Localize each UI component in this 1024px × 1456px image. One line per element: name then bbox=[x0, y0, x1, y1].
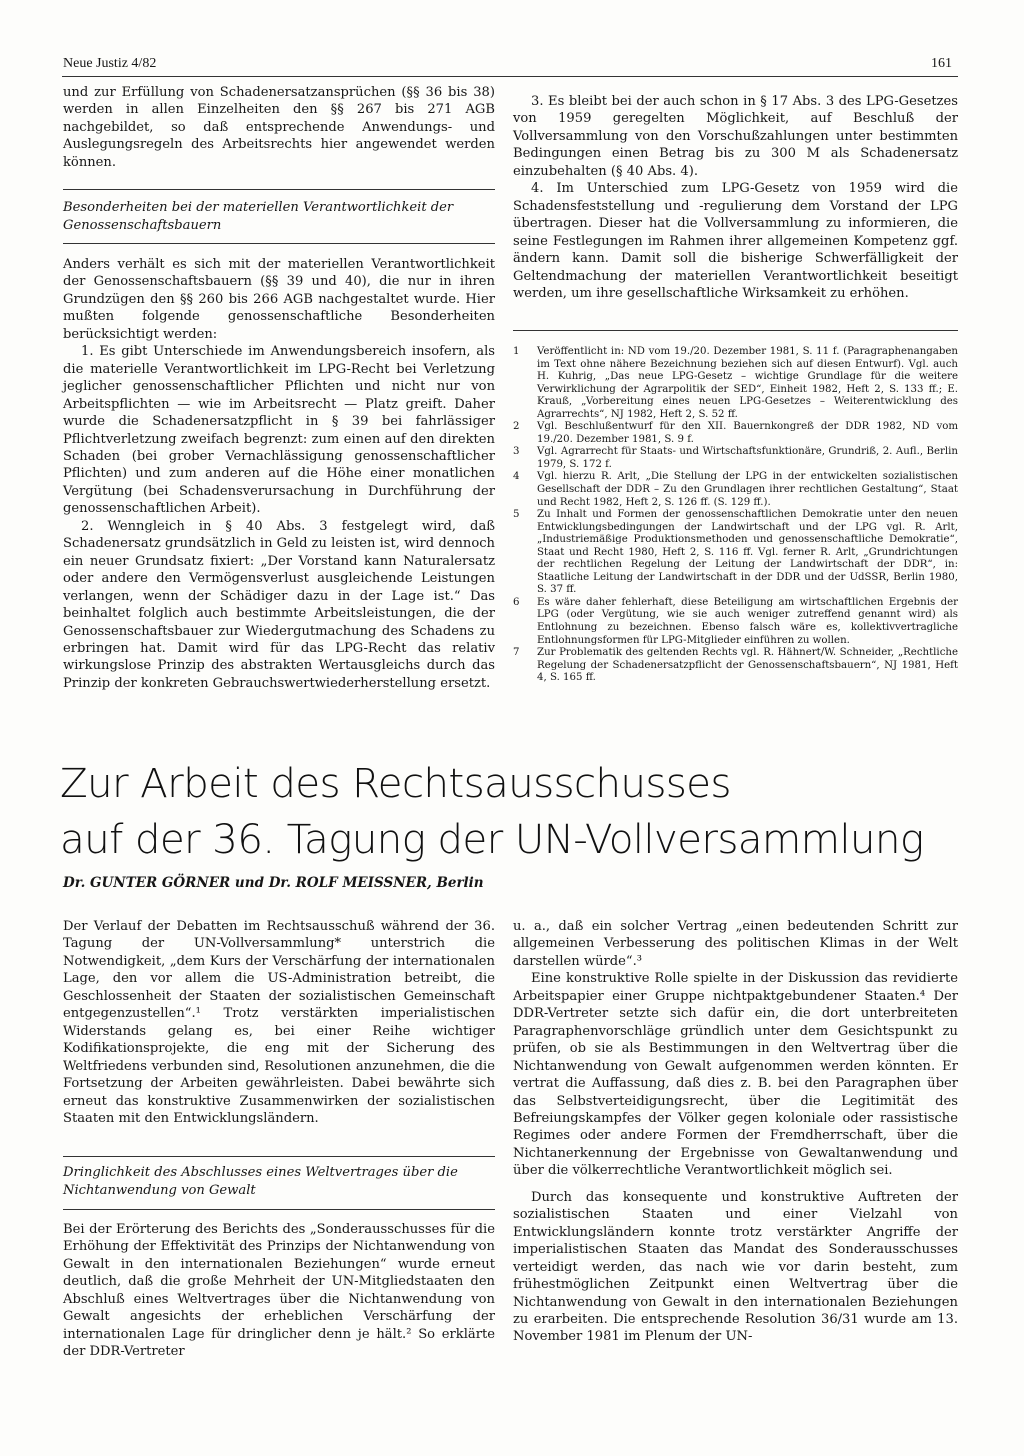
article-title-line-2: auf der 36. Tagung der UN-Vollversammlung bbox=[60, 815, 924, 863]
page-number: 161 bbox=[931, 56, 952, 71]
article-authors: Dr. GUNTER GÖRNER und Dr. ROLF MEISSNER, Berlin bbox=[63, 875, 484, 891]
article-title-line-1: Zur Arbeit des Rechtsausschusses bbox=[60, 759, 731, 807]
paragraph: Durch das konsequente und konstruktive Auftreten der sozialistischen Staaten und einer Vielzahl von Entwicklungsländern konnte trotz verstärkter Angriffe der imperialistischen Staaten das Mandat des Sonderausschusses verteidigt werden, das nach wie vor darin besteht, zum frühestmöglichen Zeitpunkt einen Weltvertrag über die Nichtanwendung von Gewalt in den internationalen Beziehungen zu erarbeiten. Die entsprechende Resolution 36/31 wurde am 13. November 1981 im Plenum der UN- bbox=[513, 1189, 958, 1345]
footnote: 2 Vgl. Beschlußentwurf für den XII. Bauernkongreß der DDR 1982, ND vom 19./20. Dezember 1981, S. 9 f. bbox=[513, 421, 958, 445]
footnote: 6 Es wäre daher fehlerhaft, diese Beteiligung am wirtschaftlichen Ergebnis der LPG (oder Vergütung, wie sie auch weniger zutreffend genannt wird) als Entlohnung zu bezeichnen. Ebenso falsch wäre es, kollektivvertragliche Entlohnungsformen für LPG-Mitglieder einführen zu wollen. bbox=[513, 596, 958, 646]
footnote: 7 Zur Problematik des geltenden Rechts vgl. R. Hähnert/W. Schneider, „Rechtliche Regelung der Schadenersatzpflicht der Genossenschaftsbauern“, NJ 1981, Heft 4, S. 165 ff. bbox=[513, 647, 958, 684]
section-rule bbox=[63, 189, 495, 190]
header-rule bbox=[62, 76, 958, 77]
paragraph: u. a., daß ein solcher Vertrag „einen bedeutenden Schritt zur allgemeinen Verbesserung des politischen Klimas in der Welt darstellen würde“.³ bbox=[513, 919, 958, 969]
section-rule bbox=[63, 243, 495, 244]
paragraph: Bei der Erörterung des Berichts des „Sonderausschusses für die Erhöhung der Effektivität des Prinzips der Nichtanwendung von Gewalt in den internationalen Beziehungen“ wurde erneut deutlich, daß die große Mehrheit der UN-Mitgliedstaaten den Abschluß eines Weltvertrages über die Nichtanwendung von Gewalt angesichts der erheblichen Verschärfung der internationalen Lage für dringlicher denn je hält.² So erklärte der DDR-Vertreter bbox=[63, 1222, 495, 1360]
paragraph: Der Verlauf der Debatten im Rechtsausschuß während der 36. Tagung der UN-Vollversammlung* unterstrich die Notwendigkeit, „dem Kurs der Verschärfung der internationalen Lage, den vor allem die US-Administration betreibt, die Geschlossenheit der Staaten der sozialistischen Gemeinschaft entgegenzustellen“.¹ Trotz verstärkten imperialistischen Widerstands gelang es, bei einer Reihe wichtiger Kodifikationsprojekte, die eng mit der Sicherung des Weltfriedens verbunden sind, Resolutionen anzunehmen, die die Fortsetzung der Arbeiten gewährleisten. Dabei bewährte sich erneut das konstruktive Zusammenwirken der sozialistischen Staaten mit den Entwicklungsländern. bbox=[63, 919, 495, 1126]
paragraph: 1. Es gibt Unterschiede im Anwendungsbereich insofern, als die materielle Verantwortlichkeit im LPG-Recht bei Verletzung jeglicher genossenschaftlicher Pflichten und nicht nur von Arbeitspflichten — wie im Arbeitsrecht — Platz greift. Daher wurde die Schadenersatzpflicht in § 39 bei fahrlässiger Pflichtverletzung zweifach begrenzt: zum einen auf den direkten Schaden (bei grober Vernachlässigung genossenschaftlicher Pflichten) und zum anderen auf die Höhe einer monatlichen Vergütung (bei Schadensverursachung in Durchführung der genossenschaftlichen Arbeit). bbox=[63, 344, 495, 517]
top-right-body bbox=[513, 93, 958, 302]
paragraph: Anders verhält es sich mit der materiellen Verantwortlichkeit der Genossenschaftsbauern (§§ 39 und 40), die nur in ihren Grundzügen den §§ 260 bis 266 AGB nachgestaltet wurde. Hier mußten folgende genossenschaftliche Besonderheiten berücksichtigt werden: bbox=[63, 257, 495, 342]
paragraph: Eine konstruktive Rolle spielte in der Diskussion das revidierte Arbeitspapier einer Gruppe nichtpaktgebundener Staaten.⁴ Der DDR-Vertreter setzte sich dafür ein, die dort unterbreiteten Paragraphenvorschläge gründlich unter dem Gesichtspunkt zu prüfen, ob sie als Bestimmungen in den Weltvertrag über die Nichtanwendung von Gewalt aufgenommen werden könnten. Er vertrat die Auffassung, daß dies z. B. bei den Paragraphen über das Selbstverteidigungsrecht, über die Legitimität des Befreiungskampfes der Völker gegen koloniale oder rassistische Regimes oder andere Formen der Fremdherrschaft, über die Nichtanerkennung der Ergebnisse von Gewaltanwendung und über die völkerrechtliche Verantwortlichkeit möglich sei. bbox=[513, 971, 958, 1179]
section-rule bbox=[63, 1209, 495, 1210]
paragraph: und zur Erfüllung von Schadenersatzansprüchen (§§ 36 bis 38) werden in allen Einzelheiten den §§ 267 bis 271 AGB nachgebildet, so daß entsprechende Anwendungs- und Auslegungsregeln des Arbeitsrechts hier angewendet werden können. bbox=[63, 85, 495, 170]
footnote: 5 Zu Inhalt und Formen der genossenschaftlichen Demokratie unter den neuen Entwicklungsbedingungen der Landwirtschaft und der LPG vgl. R. Arlt, „Industriemäßige Produktionsmethoden und genossenschaftliche Demokratie“, Staat und Recht 1980, Heft 2, S. 116 ff. Vgl. ferner R. Arlt, „Grundrichtungen der rechtlichen Regelung der Leitung der Landwirtschaft der DDR“, in: Staatliche Leitung der Landwirtschaft in der DDR und der UdSSR, Berlin 1980, S. 37 ff. bbox=[513, 509, 958, 596]
top-left-body bbox=[63, 256, 495, 692]
footnote: 4 Vgl. hierzu R. Arlt, „Die Stellung der LPG in der entwickelten sozialistischen Gesellschaft der DDR – Zu den Grundlagen ihrer rechtlichen Gestaltung“, Staat und Recht 1982, Heft 2, S. 126 ff. (S. 129 ff.). bbox=[513, 471, 958, 508]
subheading-besonderheiten: Besonderheiten bei der materiellen Verantwortlichkeit der Genossenschaftsbauern bbox=[63, 200, 454, 233]
footnote-rule bbox=[513, 330, 958, 331]
paragraph: 4. Im Unterschied zum LPG-Gesetz von 1959 wird die Schadensfeststellung und -regulierung dem Vorstand der LPG übertragen. Dieser hat die Vollversammlung zu informieren, die seine Festlegungen im Rahmen ihrer allgemeinen Kompetenz ggf. ändern kann. Damit soll die bisherige Schwerfälligkeit der Geltendmachung der materiellen Verantwortlichkeit beseitigt werden, um ihre gesellschaftliche Wirksamkeit zu erhöhen. bbox=[513, 181, 958, 301]
article-left-body-2 bbox=[63, 1221, 495, 1361]
article-left-body bbox=[63, 918, 495, 1127]
section-rule bbox=[63, 1156, 495, 1157]
paragraph: 2. Wenngleich in § 40 Abs. 3 festgelegt wird, daß Schadenersatz grundsätzlich in Geld zu leisten ist, wird dennoch ein neuer Grundsatz fixiert: „Der Vorstand kann Naturalersatz oder andere den Vermögensverlust ausgleichende Leistungen verlangen, wenn der Schädiger dazu in der Lage ist.“ Das beinhaltet folglich auch bestimmte Arbeitsleistungen, die der Genossenschaftsbauer zur Wiedergutmachung des Schadens zu erbringen hat. Damit wird für das LPG-Recht das relativ wirkungslose Prinzip des abstrakten Wertausgleichs durch das Prinzip der konkreten Gebrauchswertwiederherstellung ersetzt. bbox=[63, 518, 495, 691]
top-left-intro bbox=[63, 84, 495, 171]
footnotes bbox=[513, 346, 958, 685]
paragraph: 3. Es bleibt bei der auch schon in § 17 Abs. 3 des LPG-Gesetzes von 1959 geregelten Möglichkeit, auf Beschluß der Vollversammlung von den Vorschußzahlungen unter bestimmten Bedingungen einen Betrag bis zu 300 M als Schadenersatz einzubehalten (§ 40 Abs. 4). bbox=[513, 94, 958, 179]
footnote: 3 Vgl. Agrarrecht für Staats- und Wirtschaftsfunktionäre, Grundriß, 2. Aufl., Berlin 1979, S. 172 f. bbox=[513, 446, 958, 470]
footnote: 1 Veröffentlicht in: ND vom 19./20. Dezember 1981, S. 11 f. (Paragraphenangaben im Text ohne nähere Bezeichnung beziehen sich auf diesen Entwurf). Vgl. auch H. Kuhrig, „Das neue LPG-Gesetz – wichtige Grundlage für die weitere Verwirklichung der Agrarpolitik der SED“, Einheit 1982, Heft 2, S. 133 ff.; E. Krauß, „Vorbereitung eines neuen LPG-Gesetzes – Weiterentwicklung des Agrarrechts“, NJ 1982, Heft 2, S. 52 ff. bbox=[513, 346, 958, 420]
article-right-body bbox=[513, 918, 958, 1346]
subheading-dringlichkeit: Dringlichkeit des Abschlusses eines Weltvertrages über die Nichtanwendung von Gewalt bbox=[63, 1165, 458, 1198]
running-header-journal: Neue Justiz 4/82 bbox=[63, 56, 157, 71]
